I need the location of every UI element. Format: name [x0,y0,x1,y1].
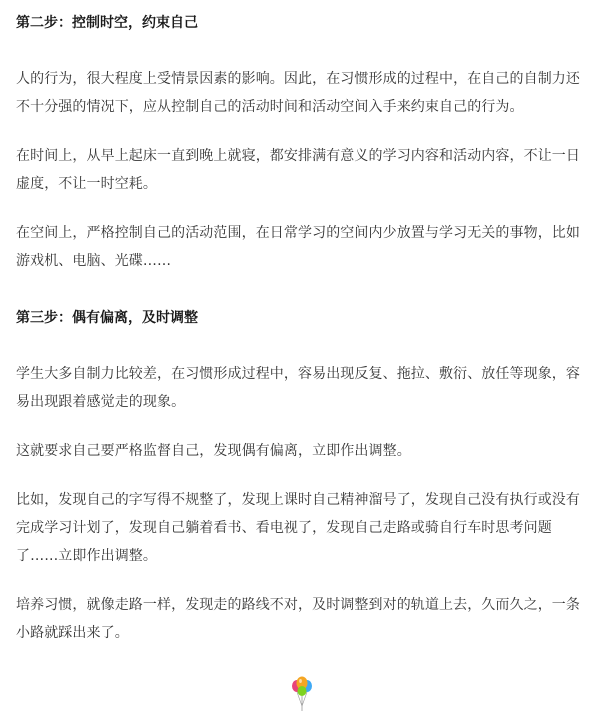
section-heading-step-2: 第二步：控制时空，约束自己 [16,15,198,31]
paragraph: 这就要求自己要严格监督自己，发现偶有偏离，立即作出调整。 [16,443,411,459]
paragraph: 人的行为，很大程度上受情景因素的影响。因此，在习惯形成的过程中，在自己的自制力还不十分强的情况下，应从控制自己的活动时间和活动空间入手来约束自己的行为。 [16,71,580,115]
paragraph: 比如，发现自己的字写得不规整了，发现上课时自己精神溜号了，发现自己没有执行或没有完成学习计划了，发现自己躺着看书、看电视了，发现自己走路或骑自行车时思考问题了……立即作出调整。 [16,492,580,564]
paragraph: 在时间上，从早上起床一直到晚上就寝，都安排满有意义的学习内容和活动内容，不让一日虚度，不让一时空耗。 [16,148,580,192]
paragraph: 培养习惯，就像走路一样，发现走的路线不对，及时调整到对的轨道上去，久而久之，一条小路就踩出来了。 [16,597,580,641]
paragraph: 在空间上，严格控制自己的活动范围，在日常学习的空间内少放置与学习无关的事物，比如游戏机、电脑、光碟…… [16,225,580,269]
balloons-icon [290,676,314,712]
paragraph: 学生大多自制力比较差，在习惯形成过程中，容易出现反复、拖拉、敷衍、放任等现象，容易出现跟着感觉走的现象。 [16,366,580,410]
section-heading-step-3: 第三步：偶有偏离，及时调整 [16,310,198,326]
